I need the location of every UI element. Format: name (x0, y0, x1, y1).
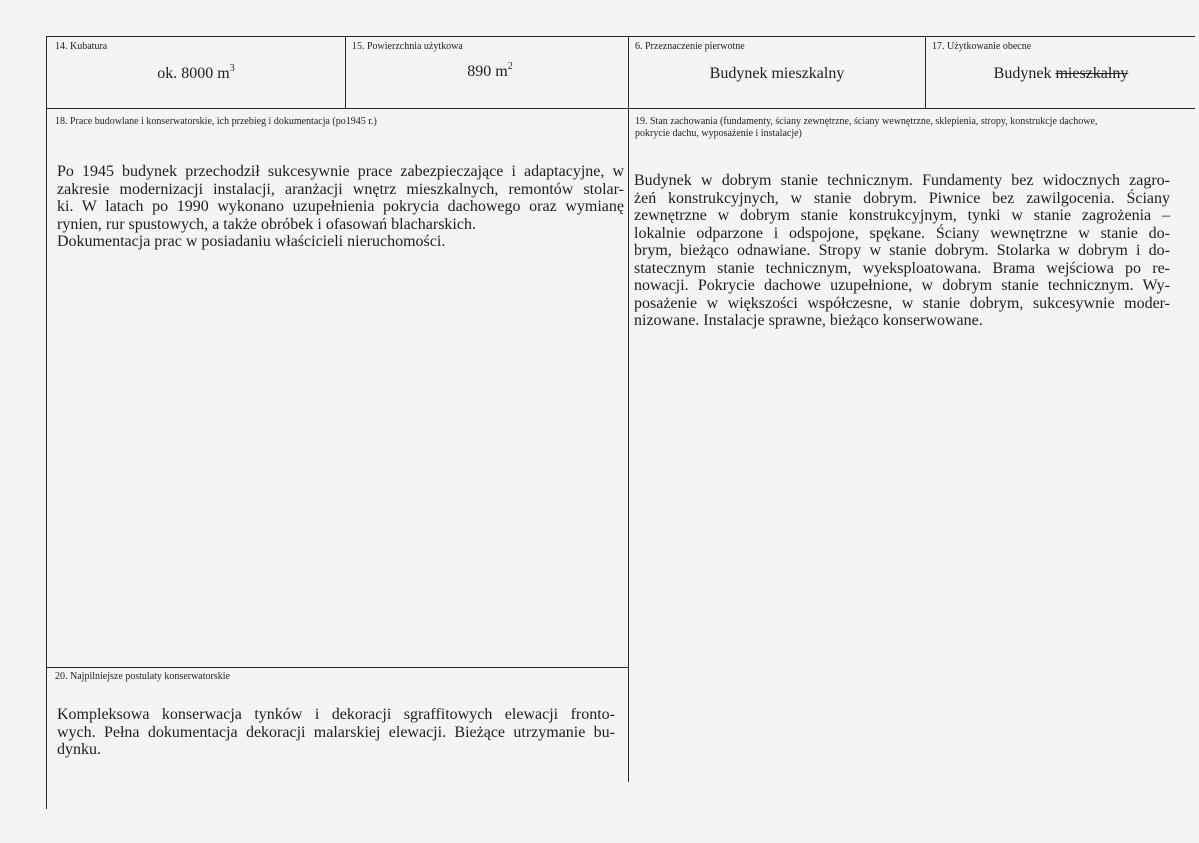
postulaty-line: dynku. (57, 741, 101, 758)
uzytkowanie-value (926, 65, 1196, 83)
prace-budowlane-label: 18. Prace budowlane i konserwatorskie, ich przebieg i dokumentacja (po1945 r.) (55, 116, 377, 127)
stan-zachowania-line: statecznym stanie technicznym, wyeksploatowana. Brama wejściowa po re- (634, 259, 1170, 277)
stan-zachowania-label-line: 19. Stan zachowania (fundamenty, ściany zewnętrzne, ściany wewnętrzne, sklepienia, stropy, konstrukcje dachowe, (635, 116, 1098, 127)
grid-line-left (46, 36, 47, 809)
stan-zachowania-label (635, 116, 1191, 140)
kubatura-value-text: ok. 8000 m (157, 65, 230, 82)
powierzchnia-value (340, 63, 640, 81)
uzytkowanie-value-plain: Budynek (993, 65, 1056, 82)
postulaty-text (57, 706, 615, 759)
stan-zachowania-line: Budynek w dobrym stanie technicznym. Fundamenty bez widocznych zagro- (634, 172, 1170, 189)
uzytkowanie-label: 17. Użytkowanie obecne (932, 41, 1032, 52)
kubatura-value (47, 65, 345, 83)
grid-line-top (47, 36, 1195, 37)
przeznaczenie-value: Budynek mieszkalny (709, 65, 845, 82)
prace-budowlane-line: rynien, rur spustowych, a także obróbek i ofasowań blacharskich. (57, 215, 476, 233)
prace-budowlane-line: zakresie modernizacji instalacji, aranżacji wnętrz mieszkalnych, remontów stolar- (57, 180, 624, 198)
prace-budowlane-line: Po 1945 budynek przechodził sukcesywnie prace zabezpieczające i adaptacyjne, w (57, 163, 624, 180)
powierzchnia-value-text: 890 m (467, 63, 508, 80)
stan-zachowania-line: brym, bieżąco odnawiane. Stropy w stanie dobrym. Stolarka w dobrym i do- (634, 242, 1170, 259)
kubatura-unit-exponent: 3 (229, 63, 235, 74)
stan-zachowania-line: nowacji. Pokrycie dachowe uzupełnione, w dobrym stanie technicznym. Wy- (634, 277, 1170, 294)
stan-zachowania-label-line: pokrycie dachu, wyposażenie i instalacje) (635, 128, 802, 139)
prace-budowlane-text (57, 163, 624, 251)
stan-zachowania-line: zewnętrzne w dobrym stanie konstrukcyjnym, tynki w stanie zagrożenia – (634, 207, 1170, 224)
stan-zachowania-line: posażenie w większości współczesne, w stanie dobrym, sukcesywnie moder- (634, 294, 1170, 312)
prace-budowlane-line: ki. W latach po 1990 wykonano uzupełnienia pokrycia dachowego oraz wymianę (57, 198, 624, 215)
stan-zachowania-line: żeń konstrukcyjnych, w stanie dobrym. Piwnice bez zawilgocenia. Ściany (634, 189, 1170, 207)
powierzchnia-unit-exponent: 2 (507, 61, 513, 72)
prace-budowlane-line: Dokumentacja prac w posiadaniu właścicieli nieruchomości. (57, 233, 446, 250)
grid-line-row1-bottom (47, 108, 1195, 109)
stan-zachowania-line: lokalnie odparzone i odspojone, spękane. Ściany wewnętrzne w stanie do- (634, 224, 1170, 242)
grid-line-center (628, 36, 629, 782)
kubatura-label: 14. Kubatura (55, 41, 108, 52)
powierzchnia-label: 15. Powierzchnia użytkowa (352, 41, 463, 52)
stan-zachowania-text (634, 172, 1170, 330)
stan-zachowania-line: nizowane. Instalacje sprawne, bieżąco konserwowane. (634, 312, 983, 329)
grid-line-section20-top (47, 667, 628, 668)
postulaty-line: wych. Pełna dokumentacja dekoracji malarskiej elewacji. Bieżące utrzymanie bu- (57, 723, 615, 741)
postulaty-label: 20. Najpilniejsze postulaty konserwatorskie (55, 671, 230, 682)
uzytkowanie-value-struck: mieszkalny (1055, 65, 1129, 82)
przeznaczenie-label: 6. Przeznaczenie pierwotne (635, 41, 745, 52)
postulaty-line: Kompleksowa konserwacja tynków i dekoracji sgraffitowych elewacji fronto- (57, 706, 615, 723)
